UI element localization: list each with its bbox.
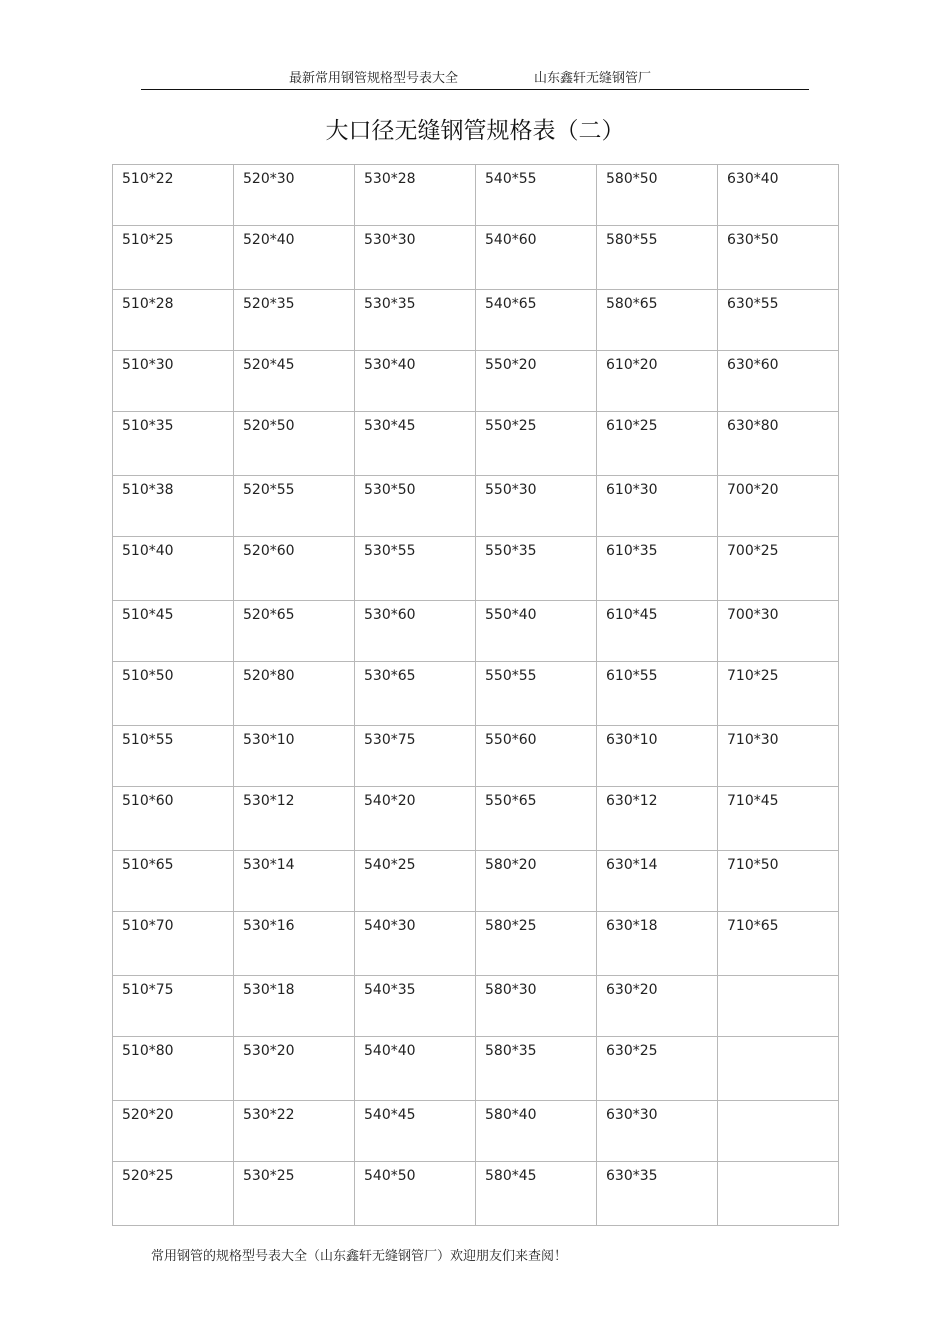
table-cell: 700*25 [718,537,839,601]
table-cell: 630*80 [718,412,839,476]
table-cell: 510*75 [113,976,234,1037]
table-cell: 510*40 [113,537,234,601]
table-cell: 540*50 [355,1162,476,1226]
table-cell: 540*45 [355,1101,476,1162]
table-cell [718,1037,839,1101]
table-cell: 510*70 [113,912,234,976]
table-cell: 630*20 [597,976,718,1037]
table-cell: 540*55 [476,165,597,226]
table-cell [718,1162,839,1226]
table-cell: 610*35 [597,537,718,601]
table-cell: 580*45 [476,1162,597,1226]
table-cell: 550*60 [476,726,597,787]
table-cell: 530*25 [234,1162,355,1226]
table-cell: 710*50 [718,851,839,912]
table-row [113,976,839,1037]
page-footer: 常用钢管的规格型号表大全（山东鑫轩无缝钢管厂）欢迎朋友们来查阅！ [151,1249,568,1264]
table-cell: 530*35 [355,290,476,351]
table-cell [718,1101,839,1162]
table-cell: 540*35 [355,976,476,1037]
table-row [113,1101,839,1162]
table-cell: 520*55 [234,476,355,537]
table-cell: 540*25 [355,851,476,912]
table-cell: 540*65 [476,290,597,351]
table-cell: 630*40 [718,165,839,226]
table-cell: 550*20 [476,351,597,412]
table-cell: 530*45 [355,412,476,476]
table-cell: 530*22 [234,1101,355,1162]
table-cell: 610*20 [597,351,718,412]
table-cell: 630*50 [718,226,839,290]
table-cell: 510*45 [113,601,234,662]
table-cell: 540*40 [355,1037,476,1101]
page-title: 大口径无缝钢管规格表（二） [325,118,625,144]
table-cell: 520*40 [234,226,355,290]
table-cell: 530*40 [355,351,476,412]
page-header [141,70,809,90]
table-cell: 530*65 [355,662,476,726]
table-cell: 530*12 [234,787,355,851]
table-cell: 530*16 [234,912,355,976]
table-cell: 580*25 [476,912,597,976]
table-cell: 510*80 [113,1037,234,1101]
table-row [113,412,839,476]
table-cell: 520*60 [234,537,355,601]
table-cell: 510*22 [113,165,234,226]
table-cell: 530*55 [355,537,476,601]
table-cell: 530*30 [355,226,476,290]
table-cell: 530*75 [355,726,476,787]
table-cell: 700*30 [718,601,839,662]
table-cell: 630*14 [597,851,718,912]
spec-table [112,164,839,1226]
table-cell [718,976,839,1037]
table-row [113,165,839,226]
table-cell: 540*60 [476,226,597,290]
table-row [113,787,839,851]
table-cell: 610*30 [597,476,718,537]
header-document-title: 最新常用钢管规格型号表大全 [289,71,459,86]
table-cell: 710*25 [718,662,839,726]
table-cell: 630*60 [718,351,839,412]
table-cell: 530*14 [234,851,355,912]
table-cell: 510*50 [113,662,234,726]
table-cell: 510*28 [113,290,234,351]
table-row [113,1037,839,1101]
table-cell: 630*10 [597,726,718,787]
table-cell: 630*55 [718,290,839,351]
table-cell: 520*50 [234,412,355,476]
table-cell: 520*35 [234,290,355,351]
table-row [113,476,839,537]
table-cell: 580*40 [476,1101,597,1162]
table-cell: 550*65 [476,787,597,851]
table-cell: 540*20 [355,787,476,851]
table-cell: 520*20 [113,1101,234,1162]
table-row [113,226,839,290]
table-row [113,601,839,662]
table-cell: 710*45 [718,787,839,851]
table-cell: 710*30 [718,726,839,787]
table-cell: 520*45 [234,351,355,412]
table-cell: 510*55 [113,726,234,787]
table-cell: 530*18 [234,976,355,1037]
table-cell: 550*35 [476,537,597,601]
table-cell: 510*60 [113,787,234,851]
table-cell: 630*30 [597,1101,718,1162]
table-cell: 530*10 [234,726,355,787]
table-cell: 580*30 [476,976,597,1037]
table-row [113,851,839,912]
table-row [113,912,839,976]
table-row [113,1162,839,1226]
table-cell: 520*25 [113,1162,234,1226]
table-cell: 550*30 [476,476,597,537]
table-cell: 520*65 [234,601,355,662]
table-cell: 510*38 [113,476,234,537]
table-cell: 700*20 [718,476,839,537]
table-cell: 580*55 [597,226,718,290]
table-cell: 540*30 [355,912,476,976]
table-cell: 580*20 [476,851,597,912]
table-cell: 610*55 [597,662,718,726]
table-cell: 510*35 [113,412,234,476]
header-company-name: 山东鑫轩无缝钢管厂 [534,71,652,86]
table-cell: 550*40 [476,601,597,662]
table-cell: 630*12 [597,787,718,851]
table-cell: 510*25 [113,226,234,290]
spec-table-body [113,165,839,1226]
table-cell: 630*25 [597,1037,718,1101]
table-cell: 610*25 [597,412,718,476]
table-row [113,537,839,601]
table-row [113,726,839,787]
table-cell: 580*65 [597,290,718,351]
table-row [113,351,839,412]
table-cell: 530*50 [355,476,476,537]
table-row [113,662,839,726]
table-cell: 610*45 [597,601,718,662]
table-row [113,290,839,351]
table-cell: 550*25 [476,412,597,476]
table-cell: 580*50 [597,165,718,226]
table-cell: 520*80 [234,662,355,726]
table-cell: 510*65 [113,851,234,912]
table-cell: 510*30 [113,351,234,412]
table-cell: 630*35 [597,1162,718,1226]
table-cell: 710*65 [718,912,839,976]
table-cell: 520*30 [234,165,355,226]
table-cell: 630*18 [597,912,718,976]
table-cell: 580*35 [476,1037,597,1101]
table-cell: 530*20 [234,1037,355,1101]
table-cell: 530*60 [355,601,476,662]
table-cell: 530*28 [355,165,476,226]
table-cell: 550*55 [476,662,597,726]
